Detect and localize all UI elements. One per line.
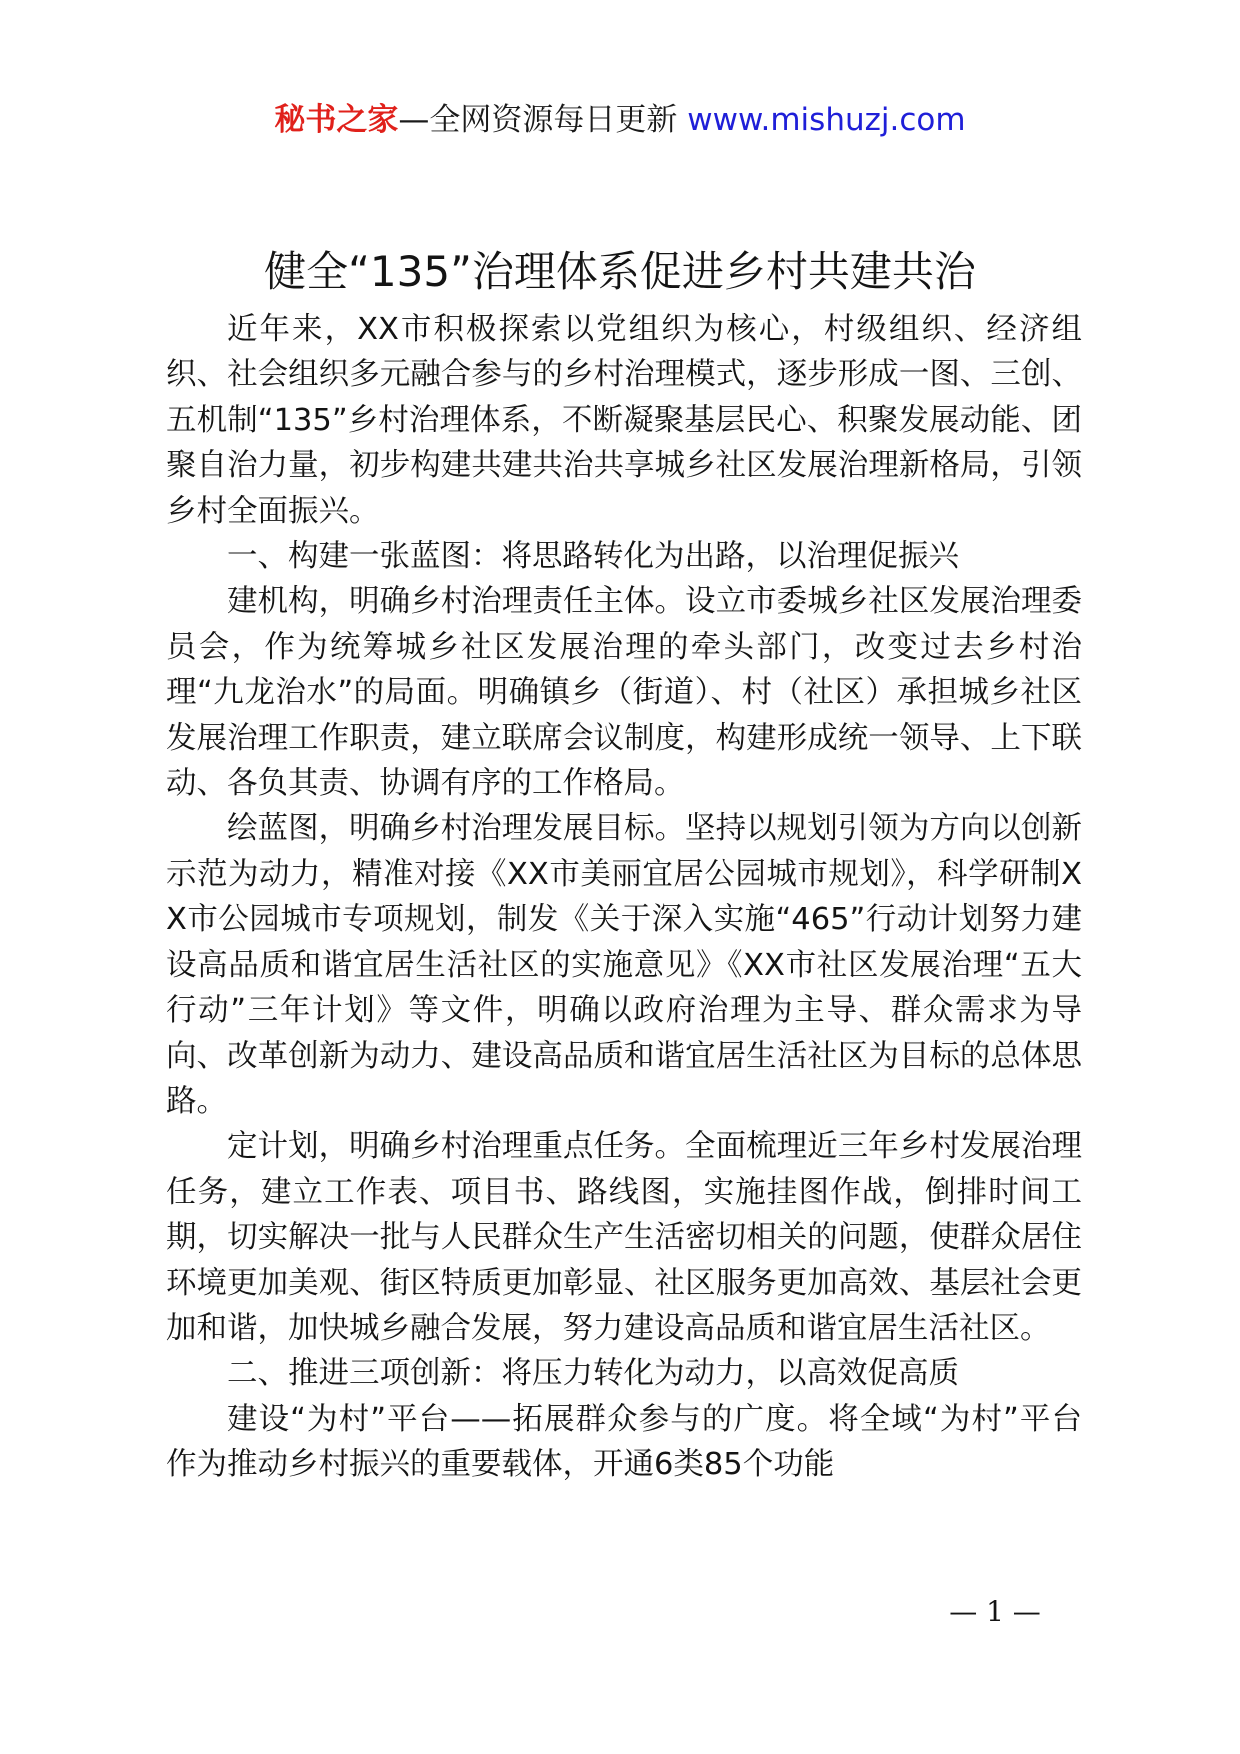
site-brand: 秘书之家 [274, 102, 399, 138]
section-heading-2: 二、推进三项创新：将压力转化为动力，以高效促高质 [227, 1356, 959, 1392]
intro-paragraph: 近年来，XX市积极探索以党组织为核心，村级组织、经济组织、社会组织多元融合参与的乡村治理模式，逐步形成一图、三创、五机制“135”乡村治理体系，不断凝聚基层民心、积聚发展动能、团聚自治力量，初步构建共建共治共享城乡社区发展治理新格局，引领乡村全面振兴。 [166, 312, 1082, 529]
site-slogan: —全网资源每日更新 [398, 102, 678, 138]
site-header [0, 100, 1240, 140]
document-body [166, 307, 1082, 1488]
body-paragraph: 绘蓝图，明确乡村治理发展目标。坚持以规划引领为方向以创新示范为动力，精准对接《XX市美丽宜居公园城市规划》，科学研制XX市公园城市专项规划，制发《关于深入实施“465”行动计划努力建设高品质和谐宜居生活社区的实施意见》《XX市社区发展治理“五大行动”三年计划》等文件，明确以政府治理为主导、群众需求为导向、改革创新为动力、建设高品质和谐宜居生活社区为目标的总体思路。 [166, 811, 1082, 1119]
page-number: — 1 — [949, 1595, 1041, 1628]
document-title: 健全“135”治理体系促进乡村共建共治 [264, 247, 976, 296]
body-paragraph: 建设“为村”平台——拓展群众参与的广度。将全域“为村”平台作为推动乡村振兴的重要载体，开通6类85个功能 [166, 1401, 1082, 1483]
body-paragraph: 建机构，明确乡村治理责任主体。设立市委城乡社区发展治理委员会，作为统筹城乡社区发展治理的牵头部门，改变过去乡村治理“九龙治水”的局面。明确镇乡（街道）、村（社区）承担城乡社区发展治理工作职责，建立联席会议制度，构建形成统一领导、上下联动、各负其责、协调有序的工作格局。 [166, 584, 1082, 802]
section-heading-1: 一、构建一张蓝图：将思路转化为出路，以治理促振兴 [227, 539, 959, 575]
site-url-link[interactable]: www.mishuzj.com [687, 102, 966, 138]
body-paragraph: 定计划，明确乡村治理重点任务。全面梳理近三年乡村发展治理任务，建立工作表、项目书、路线图，实施挂图作战，倒排时间工期，切实解决一批与人民群众生产生活密切相关的问题，使群众居住环境更加美观、街区特质更加彰显、社区服务更加高效、基层社会更加和谐，加快城乡融合发展，努力建设高品质和谐宜居生活社区。 [166, 1129, 1082, 1346]
